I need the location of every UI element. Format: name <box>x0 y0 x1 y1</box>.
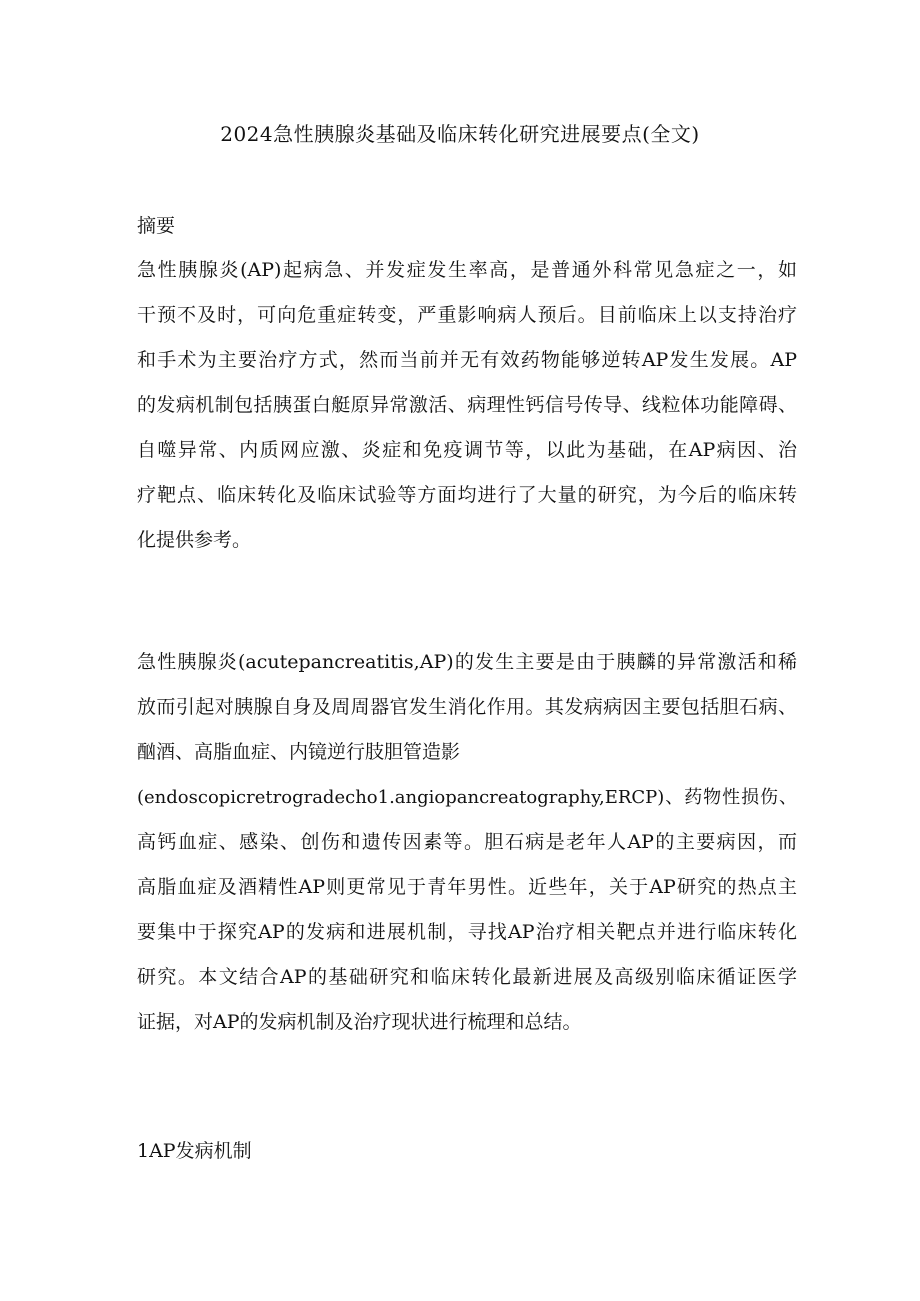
text-line: 急性胰腺炎(acutepancreatitis,AP)的发生主要是由于胰麟的异常激活和稀 <box>137 651 797 673</box>
text-line: 的发病机制包括胰蛋白艇原异常激活、病理性钙信号传导、线粒体功能障碍、 <box>137 394 797 416</box>
text-line: 研究。本文结合AP的基础研究和临床转化最新进展及高级别临床循证医学 <box>137 966 797 988</box>
section-heading: 1AP发病机制 <box>137 1140 252 1162</box>
text-line: 和手术为主要治疗方式，然而当前并无有效药物能够逆转AP发生发展。AP <box>137 349 797 371</box>
text-line: 疗靶点、临床转化及临床试验等方面均进行了大量的研究，为今后的临床转 <box>137 484 797 506</box>
abstract-heading: 摘要 <box>137 215 176 237</box>
text-line: 高脂血症及酒精性AP则更常见于青年男性。近些年，关于AP研究的热点主 <box>137 876 797 898</box>
text-line: 干预不及时，可向危重症转变，严重影响病人预后。目前临床上以支持治疗 <box>137 304 797 326</box>
text-line: (endoscopicretrogradecho1.angiopancreatography,ERCP)、药物性损伤、 <box>137 787 797 808</box>
text-line: 证据，对AP的发病机制及治疗现状进行梳理和总结。 <box>137 1011 582 1033</box>
text-line: 化提供参考。 <box>137 529 252 551</box>
text-line: 放而引起对胰腺自身及周周器官发生消化作用。其发病病因主要包括胆石病、 <box>137 696 797 718</box>
text-line: 急性胰腺炎(AP)起病急、并发症发生率高，是普通外科常见急症之一，如 <box>137 259 797 281</box>
text-line: 自噬异常、内质网应激、炎症和免疫调节等，以此为基础，在AP病因、治 <box>137 439 797 461</box>
document-title: 2024急性胰腺炎基础及临床转化研究进展要点(全文) <box>220 122 700 146</box>
intro-paragraph <box>137 640 797 1045</box>
text-line: 要集中于探究AP的发病和进展机制，寻找AP治疗相关靶点并进行临床转化 <box>137 921 797 943</box>
text-line: 酗酒、高脂血症、内镜逆行肢胆管造影 <box>137 741 461 763</box>
text-line: 高钙血症、感染、创伤和遗传因素等。胆石病是老年人AP的主要病因，而 <box>137 831 797 853</box>
abstract-paragraph <box>137 248 797 563</box>
